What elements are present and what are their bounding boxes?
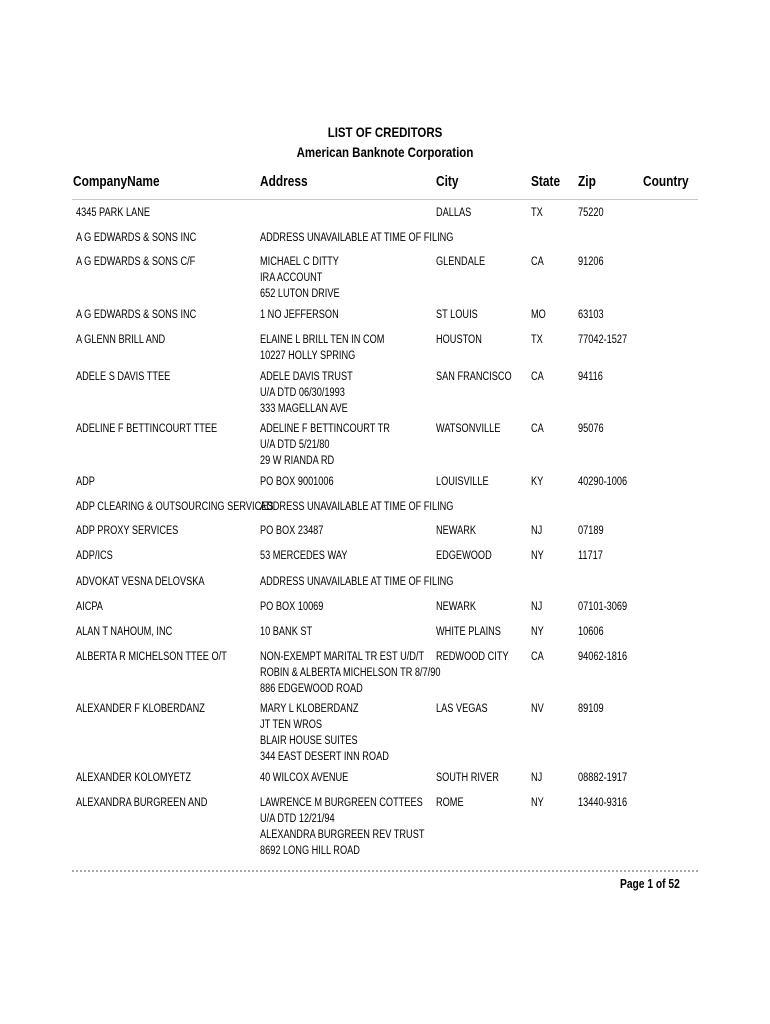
zip-cell: 91206 [578,256,604,268]
zip-cell: 94116 [578,371,603,383]
city-cell: WHITE PLAINS [436,626,501,638]
address-line: IRA ACCOUNT [260,272,323,284]
company-cell: ADP [76,476,95,488]
page-number: Page 1 of 52 [620,877,680,891]
page-title: LIST OF CREDITORS [327,124,443,140]
footer-divider [72,870,698,872]
address-line: PO BOX 9001006 [260,476,334,488]
address-cell [260,254,340,302]
address-line: U/A DTD 5/21/80 [260,439,330,451]
address-line: ELAINE L BRILL TEN IN COM [260,334,385,346]
city-cell: DALLAS [436,207,472,219]
state-cell: NY [531,626,544,638]
zip-cell: 77042-1527 [578,334,628,346]
address-line: 652 LUTON DRIVE [260,288,340,300]
company-cell: ALEXANDRA BURGREEN AND [76,797,208,809]
address-line: 886 EDGEWOOD ROAD [260,683,363,695]
address-cell [260,649,440,697]
address-line: 1 NO JEFFERSON [260,309,339,321]
address-line: ALEXANDRA BURGREEN REV TRUST [260,829,425,841]
state-cell: MO [531,309,546,321]
column-header-country: Country [643,174,689,190]
address-line: PO BOX 10069 [260,601,324,613]
address-line: U/A DTD 12/21/94 [260,813,335,825]
address-line: 344 EAST DESERT INN ROAD [260,751,389,763]
column-header-state: State [531,174,561,190]
city-cell: WATSONVILLE [436,423,501,435]
state-cell: CA [531,651,544,663]
address-line: ADDRESS UNAVAILABLE AT TIME OF FILING [260,576,454,588]
address-line: MARY L KLOBERDANZ [260,703,359,715]
company-cell: ALBERTA R MICHELSON TTEE O/T [76,651,227,663]
zip-cell: 95076 [578,423,604,435]
city-cell: SOUTH RIVER [436,772,499,784]
city-cell: LAS VEGAS [436,703,488,715]
address-cell [260,499,453,515]
company-cell: ADELE S DAVIS TTEE [76,371,171,383]
address-line: ADELE DAVIS TRUST [260,371,353,383]
city-cell: LOUISVILLE [436,476,489,488]
company-cell: ALEXANDER F KLOBERDANZ [76,703,205,715]
zip-cell: 08882-1917 [578,772,628,784]
state-cell: CA [531,371,544,383]
page-subtitle: American Banknote Corporation [296,144,474,160]
city-cell: REDWOOD CITY [436,651,509,663]
address-line: 8692 LONG HILL ROAD [260,845,360,857]
address-line: 40 WILCOX AVENUE [260,772,349,784]
state-cell: CA [531,256,544,268]
header-divider [72,199,698,200]
state-cell: NV [531,703,544,715]
address-line: JT TEN WROS [260,719,323,731]
address-line: 10 BANK ST [260,626,313,638]
state-cell: NY [531,550,544,562]
city-cell: ST LOUIS [436,309,478,321]
state-cell: NJ [531,525,543,537]
company-cell: ADVOKAT VESNA DELOVSKA [76,576,205,588]
company-cell: 4345 PARK LANE [76,207,150,219]
address-line: ADDRESS UNAVAILABLE AT TIME OF FILING [260,501,454,513]
state-cell: NJ [531,772,543,784]
column-header-address: Address [260,174,308,190]
city-cell: SAN FRANCISCO [436,371,512,383]
state-cell: CA [531,423,544,435]
address-line: 333 MAGELLAN AVE [260,403,348,415]
state-cell: NJ [531,601,543,613]
address-line: PO BOX 23487 [260,525,324,537]
column-header-company: CompanyName [73,174,160,190]
address-cell [260,599,323,615]
address-cell [260,548,347,564]
address-cell [260,307,339,323]
company-cell: ALEXANDER KOLOMYETZ [76,772,192,784]
address-cell [260,523,323,539]
address-line: NON-EXEMPT MARITAL TR EST U/D/T [260,651,425,663]
address-cell [260,421,390,469]
zip-cell: 75220 [578,207,604,219]
company-cell: A G EDWARDS & SONS INC [76,232,197,244]
address-line: ADELINE F BETTINCOURT TR [260,423,390,435]
state-cell: KY [531,476,544,488]
city-cell: HOUSTON [436,334,482,346]
address-cell [260,701,389,765]
company-cell: A GLENN BRILL AND [76,334,166,346]
zip-cell: 07101-3069 [578,601,628,613]
city-cell: NEWARK [436,525,477,537]
zip-cell: 94062-1816 [578,651,628,663]
address-cell [260,795,424,859]
address-line: ROBIN & ALBERTA MICHELSON TR 8/7/90 [260,667,441,679]
company-cell: ADP CLEARING & OUTSOURCING SERVICES [76,501,274,513]
city-cell: EDGEWOOD [436,550,492,562]
address-cell [260,369,353,417]
company-cell: ALAN T NAHOUM, INC [76,626,173,638]
address-cell [260,624,312,640]
address-line: 53 MERCEDES WAY [260,550,348,562]
city-cell: NEWARK [436,601,477,613]
company-cell: A G EDWARDS & SONS C/F [76,256,196,268]
company-cell: ADP PROXY SERVICES [76,525,179,537]
address-cell [260,574,453,590]
address-line: 10227 HOLLY SPRING [260,350,356,362]
address-line: BLAIR HOUSE SUITES [260,735,358,747]
address-cell [260,230,453,246]
column-header-city: City [436,174,459,190]
zip-cell: 63103 [578,309,604,321]
address-line: U/A DTD 06/30/1993 [260,387,345,399]
city-cell: GLENDALE [436,256,486,268]
zip-cell: 89109 [578,703,604,715]
address-cell [260,332,384,364]
address-line: LAWRENCE M BURGREEN COTTEES [260,797,423,809]
state-cell: TX [531,207,543,219]
address-cell [260,474,334,490]
address-cell [260,770,348,786]
city-cell: ROME [436,797,464,809]
zip-cell: 10606 [578,626,604,638]
zip-cell: 40290-1006 [578,476,628,488]
state-cell: NY [531,797,544,809]
company-cell: AICPA [76,601,103,613]
state-cell: TX [531,334,543,346]
zip-cell: 11717 [578,550,603,562]
column-header-zip: Zip [578,174,596,190]
company-cell: ADELINE F BETTINCOURT TTEE [76,423,218,435]
address-line: MICHAEL C DITTY [260,256,339,268]
address-line: 29 W RIANDA RD [260,455,335,467]
company-cell: ADP/ICS [76,550,113,562]
company-cell: A G EDWARDS & SONS INC [76,309,197,321]
zip-cell: 13440-9316 [578,797,628,809]
zip-cell: 07189 [578,525,604,537]
address-line: ADDRESS UNAVAILABLE AT TIME OF FILING [260,232,454,244]
